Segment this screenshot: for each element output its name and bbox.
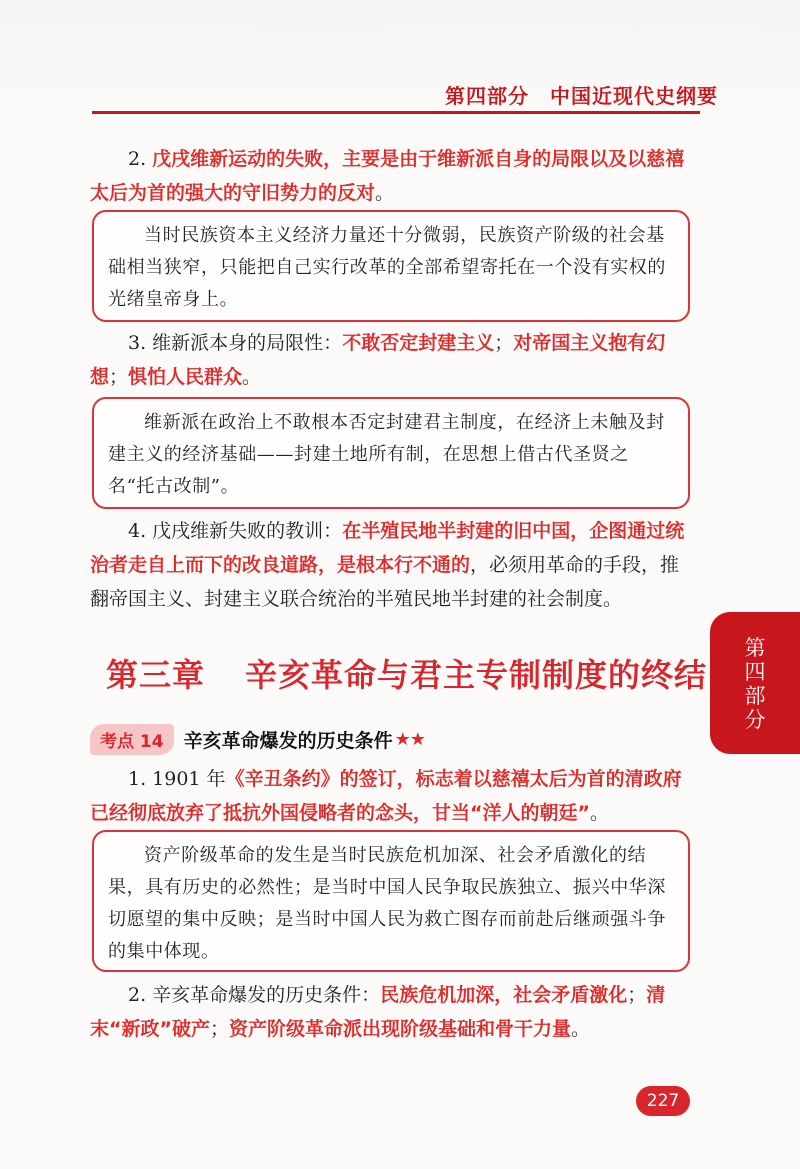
point-4-lead: 戊戌维新失败的教训：	[152, 520, 343, 542]
note-box-3	[92, 830, 690, 972]
point-3-paragraph	[90, 326, 690, 394]
running-header: 第四部分 中国近现代史纲要	[445, 84, 718, 108]
item-2-number: 2.	[128, 984, 153, 1006]
note-box-2	[92, 397, 690, 509]
point-3-highlight-3: 惧怕人民群众	[128, 366, 243, 388]
kaodian-badge: 考点 14	[90, 724, 174, 755]
note-box-3-text: 资产阶级革命的发生是当时民族危机加深、社会矛盾激化的结果，具有历史的必然性；是当时中国人民争取民族独立、振兴中华深切愿望的集中反映；是当时中国人民为救亡图存而前赴后继顽强斗争的集中体现。	[108, 845, 666, 962]
note-box-1-text: 当时民族资本主义经济力量还十分微弱，民族资产阶级的社会基础相当狭窄，只能把自己实行改革的全部希望寄托在一个没有实权的光绪皇帝身上。	[108, 225, 666, 310]
item-1-paragraph	[90, 762, 690, 830]
point-2-number: 2.	[128, 148, 153, 170]
header-rule	[92, 111, 700, 114]
item-1-end: 。	[589, 802, 609, 824]
kaodian-title: 辛亥革命爆发的历史条件	[183, 729, 393, 752]
kaodian-heading	[90, 723, 425, 755]
point-2-highlight: 戊戌维新运动的失败，主要是由于维新派自身的局限以及以慈禧太后为首的强大的守旧势力的反对	[90, 148, 685, 204]
point-3-number: 3.	[128, 332, 153, 354]
item-1-number: 1. 1901 年	[128, 768, 226, 790]
point-4-highlight: 在半殖民地半封建的旧中国，企图通过统治者走自上而下的改良道路，是根本行不通的	[90, 520, 685, 576]
item-2-end: 。	[571, 1018, 591, 1040]
side-tab-char: 分	[744, 708, 766, 732]
side-tab-char: 第	[744, 636, 766, 660]
point-3-separator-2: ；	[109, 366, 129, 388]
point-4-tail: ，必须用革命的手段，推翻帝国主义、封建主义联合统治的半殖民地半封建的社会制度。	[90, 554, 680, 610]
point-4-number: 4.	[128, 520, 153, 542]
point-4-paragraph	[90, 514, 690, 616]
page-number: 227	[636, 1086, 690, 1116]
note-box-1	[92, 210, 690, 322]
point-3-separator-1: ；	[494, 332, 514, 354]
item-2-lead: 辛亥革命爆发的历史条件：	[152, 984, 381, 1006]
item-2-separator-1: ；	[627, 984, 647, 1006]
item-1-highlight: 《辛丑条约》的签订，标志着以慈禧太后为首的清政府已经彻底放弃了抵抗外国侵略者的念头，甘当“洋人的朝廷”	[90, 768, 682, 824]
point-3-lead: 维新派本身的局限性：	[152, 332, 343, 354]
chapter-title	[106, 650, 707, 696]
importance-stars-icon: ★★	[394, 728, 425, 750]
point-3-end: 。	[242, 366, 262, 388]
chapter-number: 第三章	[106, 656, 206, 694]
note-box-2-text: 维新派在政治上不敢根本否定封建君主制度，在经济上未触及封建主义的经济基础——封建土地所有制，在思想上借古代圣贤之名“托古改制”。	[108, 412, 665, 497]
point-2-end: 。	[375, 182, 395, 204]
item-2-highlight-2: 清末“新政”破产	[90, 984, 666, 1040]
point-3-highlight-1: 不敢否定封建主义	[342, 332, 495, 354]
item-2-highlight-3: 资产阶级革命派出现阶级基础和骨干力量	[229, 1018, 572, 1040]
side-tab-char: 部	[744, 684, 766, 708]
chapter-name: 辛亥革命与君主专制制度的终结	[245, 656, 708, 694]
section-side-tab	[710, 612, 800, 754]
point-3-highlight-2: 对帝国主义抱有幻想	[90, 332, 666, 388]
point-2-paragraph	[90, 142, 690, 210]
item-2-paragraph	[90, 978, 690, 1046]
item-2-highlight-1: 民族危机加深，社会矛盾激化	[380, 984, 628, 1006]
side-tab-char: 四	[744, 660, 766, 684]
item-2-separator-2: ；	[209, 1018, 229, 1040]
